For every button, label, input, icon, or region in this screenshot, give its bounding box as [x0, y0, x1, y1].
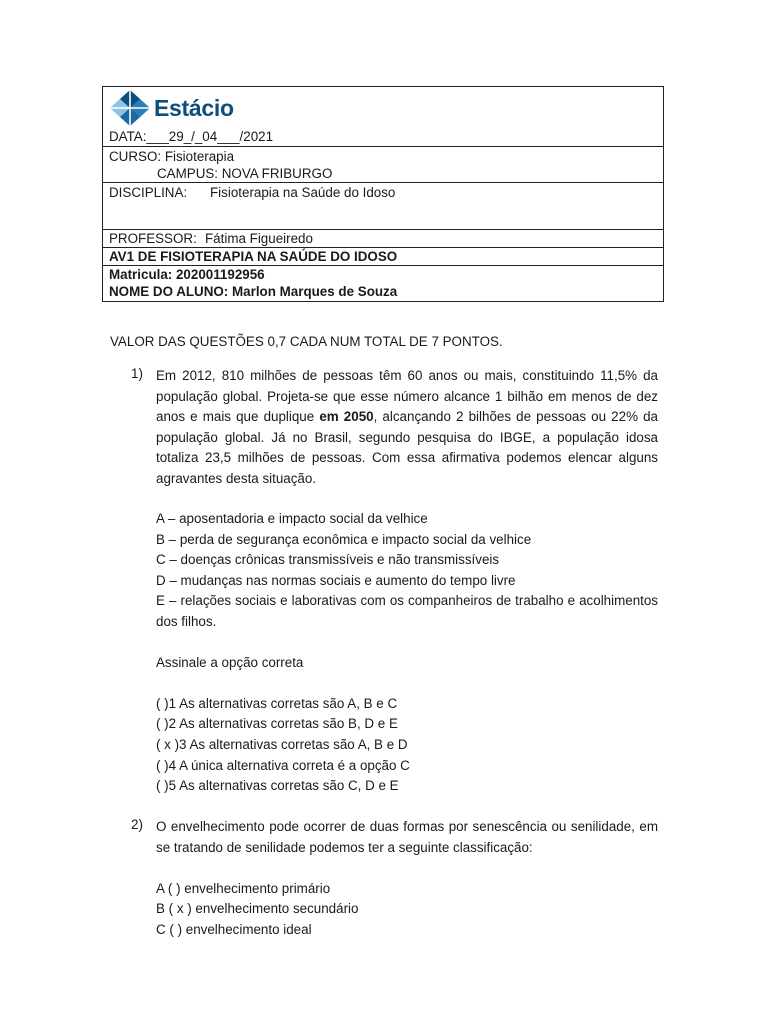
curso-value: Fisioterapia [164, 149, 235, 164]
question-1-text-a: Em 2012, 810 milhões de pessoas têm 60 anos ou mais, constituindo 11,5% da população global. Projeta-se que esse número alcance 1 bilhão em menos de dez anos e mais que duplique [156, 368, 658, 425]
curso-label: CURSO: [109, 149, 162, 164]
matricula-label: Matricula: [109, 267, 173, 282]
question-2-number: 2) [131, 817, 143, 832]
header-table [102, 86, 664, 302]
disciplina-label: DISCIPLINA: [109, 185, 188, 200]
q1-item-c: C – doenças crônicas transmissíveis e não transmissíveis [156, 552, 500, 567]
student-row [103, 265, 663, 301]
date-value: ___29_/_04___/2021 [146, 129, 274, 144]
question-1-number: 1) [131, 366, 143, 381]
q1-item-a: A – aposentadoria e impacto social da velhice [156, 511, 428, 526]
intro-text: VALOR DAS QUESTÕES 0,7 CADA NUM TOTAL DE 7 PONTOS. [110, 334, 503, 349]
disciplina-row [103, 182, 663, 229]
date-line [109, 128, 273, 145]
disciplina-value: Fisioterapia na Saúde do Idoso [210, 185, 396, 200]
q1-choice-2[interactable]: ( )2 As alternativas corretas são B, D e E [156, 716, 398, 731]
matricula-value: 202001192956 [175, 267, 265, 282]
q1-item-e: E – relações sociais e laborativas com os companheiros de trabalho e acolhimentos dos filhos. [156, 593, 658, 629]
q1-item-b: B – perda de segurança econômica e impacto social da velhice [156, 532, 532, 547]
campus-label: CAMPUS: [157, 166, 219, 181]
curso-row [103, 146, 663, 182]
question-1-text-bold: em 2050 [319, 409, 374, 425]
q2-choice-c[interactable]: C ( ) envelhecimento ideal [156, 922, 312, 937]
question-1-text-b: , alcançando 2 bilhões de pessoas ou 22% da população global. Já no Brasil, segundo pesquisa do IBGE, a população idosa totaliza 23,5 milhões de pessoas. Com essa afirmativa podemos elencar alguns agravantes desta situação. [156, 409, 658, 486]
logo-text: Estácio [154, 94, 234, 121]
exam-title: AV1 DE FISIOTERAPIA NA SAÚDE DO IDOSO [109, 249, 398, 264]
q1-instruction: Assinale a opção correta [156, 655, 304, 670]
estacio-diamond-icon [109, 89, 151, 127]
exam-title-row [103, 247, 663, 265]
date-label: DATA: [109, 129, 147, 144]
professor-row [103, 229, 663, 247]
q2-choice-b[interactable]: B ( x ) envelhecimento secundário [156, 901, 359, 916]
q1-choice-5[interactable]: ( )5 As alternativas corretas são C, D e E [156, 778, 399, 793]
campus-value: NOVA FRIBURGO [221, 166, 333, 181]
q1-choice-4[interactable]: ( )4 A única alternativa correta é a opção C [156, 758, 410, 773]
professor-label: PROFESSOR: [109, 231, 197, 246]
aluno-value: Marlon Marques de Souza [232, 284, 398, 299]
q2-choice-a[interactable]: A ( ) envelhecimento primário [156, 881, 331, 896]
q1-item-d: D – mudanças nas normas sociais e aumento do tempo livre [156, 573, 516, 588]
question-2-text: O envelhecimento pode ocorrer de duas formas por senescência ou senilidade, em se tratando de senilidade podemos ter a seguinte classificação: [156, 819, 658, 855]
q1-choice-3[interactable]: ( x )3 As alternativas corretas são A, B e D [156, 737, 408, 752]
professor-value: Fátima Figueiredo [205, 231, 313, 246]
aluno-label: NOME DO ALUNO: [109, 284, 229, 299]
logo-row [103, 87, 663, 146]
estacio-logo [109, 89, 234, 127]
question-1-text [156, 366, 658, 490]
q1-choice-1[interactable]: ( )1 As alternativas corretas são A, B e C [156, 696, 398, 711]
